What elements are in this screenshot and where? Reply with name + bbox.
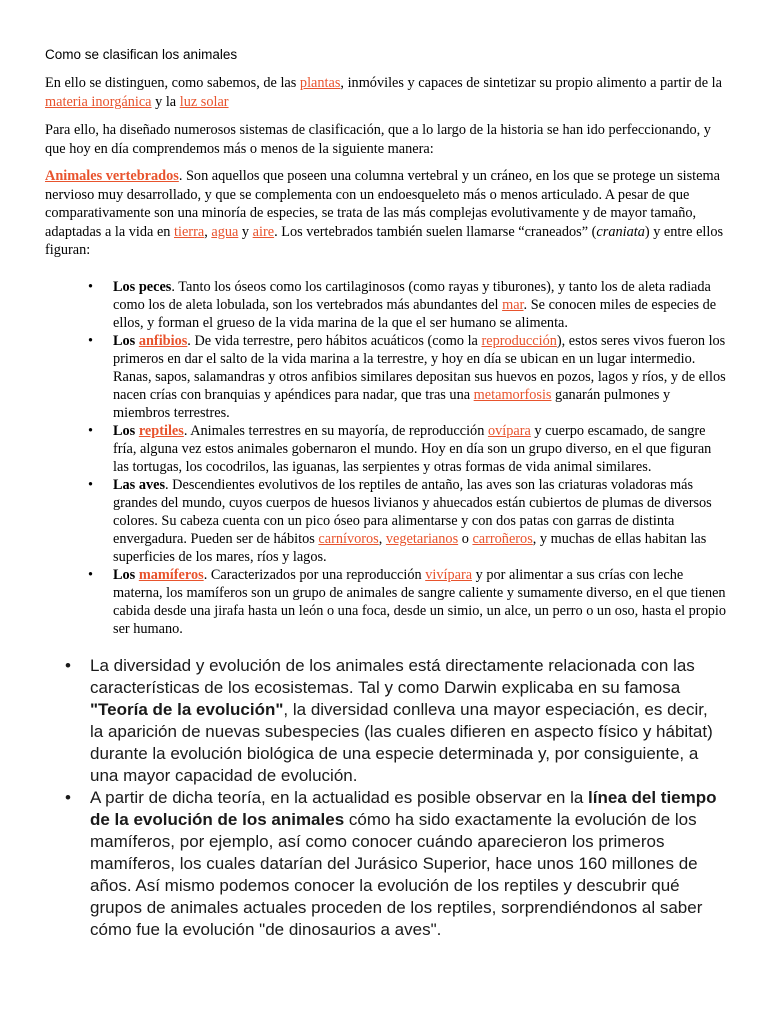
list-item-anfibios	[86, 332, 726, 422]
link-carnivoros[interactable]: carnívoros	[318, 531, 379, 547]
text-run: y por alimentar a sus crías con leche materna, los mamíferos son un grupo de animales de sangre caliente y sumamente diverso, en el que tienen cabida desde una jirafa hasta un león o una foca, desde un simio, un alce, un perro o un oso, hasta el propio ser humano.	[113, 567, 726, 637]
item-heading: Los	[113, 567, 139, 583]
link-ovipara[interactable]: ovípara	[487, 423, 531, 439]
link-materia-inorganica[interactable]: materia inorgánica	[45, 93, 152, 110]
evolution-list	[60, 655, 725, 941]
link-anfibios[interactable]: anfibios	[138, 333, 188, 349]
list-item-peces	[86, 278, 726, 332]
bullet-icon: •	[65, 788, 71, 807]
text-run: y	[238, 223, 253, 240]
item-heading: Los	[113, 423, 139, 439]
link-reptiles[interactable]: reptiles	[138, 423, 184, 439]
link-tierra[interactable]: tierra	[174, 223, 205, 240]
list-item-diversidad	[60, 655, 725, 787]
bold-term: "Teoría de la evolución"	[90, 700, 284, 719]
text-run: . Descendientes evolutivos de los reptiles de antaño, las aves son las criaturas voladoras más grandes del mundo, cuyos cuerpos de huesos livianos y ahuecados están cubiertos de plumas de diversos colores. Su cabeza cuenta con un pico óseo para alimentarse y con dos patas con garras de distinta envergadura. Pueden ser de hábitos	[113, 477, 712, 547]
text-run: , inmóviles y capaces de sintetizar su propio alimento a partir de la	[340, 75, 722, 91]
item-heading: Los peces	[113, 279, 172, 295]
text-run: ganarán pulmones y miembros terrestres.	[113, 387, 671, 421]
link-plantas[interactable]: plantas	[299, 75, 341, 91]
bullet-icon: •	[88, 567, 94, 583]
text-run: o	[458, 531, 473, 547]
vertebrate-groups-list	[86, 278, 726, 638]
italic-term: craniata	[596, 223, 645, 240]
list-item-aves	[86, 476, 726, 566]
text-run: . Animales terrestres en su mayoría, de reproducción	[183, 423, 488, 439]
list-item-mamiferos	[86, 566, 726, 638]
intro-paragraph	[45, 74, 725, 111]
text-run: . Son aquellos que poseen una columna vertebral y un cráneo, en los que se protege un sistema nervioso muy desarrollado, y que se complementa con un endoesqueleto más o menos articulado. A pesar de que comparativamente son una minoría de especies, se trata de las más complejas evolutivamente y de mayor tamaño, adaptadas a la vida en	[45, 168, 720, 240]
text-run: En ello se distinguen, como sabemos, de las	[45, 75, 300, 91]
vertebrates-paragraph	[45, 167, 727, 260]
text-run: y cuerpo escamado, de sangre fría, alguna vez estos animales gobernaron el mundo. Hoy en día son un grupo diverso, en el que figuran las tortugas, los cocodrilos, las iguanas, las serpientes y otras formas de vida animal similares.	[113, 423, 712, 475]
link-aire[interactable]: aire	[252, 223, 275, 240]
link-metamorfosis[interactable]: metamorfosis	[473, 387, 552, 403]
bold-term: línea del tiempo de la evolución de los animales	[90, 788, 717, 829]
item-heading: Los	[113, 333, 139, 349]
text-run: cómo ha sido exactamente la evolución de los mamíferos, por ejemplo, así como conocer cuándo aparecieron los primeros mamíferos, los cuales datarían del Jurásico Superior, hace unos 160 millones de años. Así mismo podemos conocer la evolución de los reptiles y descubrir qué grupos de animales actuales proceden de los reptiles, sorprendiéndonos al saber cómo fue la evolución "de dinosaurios a aves".	[90, 810, 703, 939]
link-luz-solar[interactable]: luz solar	[179, 93, 229, 110]
list-item-linea-del-tiempo	[60, 787, 725, 941]
link-vegetarianos[interactable]: vegetarianos	[385, 531, 459, 547]
text-run: ), estos seres vivos fueron los primeros en dar el salto de la vida marina a la terrestre, y hoy en día se ubican en un lugar intermedio. Ranas, sapos, salamandras y otros anfibios similares depositan sus huevos en pozos, lagos y ríos, y de ellos nacen crías con branquias y apéndices para nadar, que tras una	[113, 333, 726, 403]
link-vivipara[interactable]: vivípara	[425, 567, 473, 583]
link-mamiferos[interactable]: mamíferos	[138, 567, 204, 583]
link-mar[interactable]: mar	[502, 297, 524, 313]
link-agua[interactable]: agua	[211, 223, 239, 240]
text-run: . Caracterizados por una reproducción	[203, 567, 426, 583]
text-run: y la	[151, 93, 180, 110]
text-run: , y muchas de ellas habitan las superficies de los mares, ríos y lagos.	[113, 531, 707, 565]
bullet-icon: •	[88, 279, 94, 295]
text-run: . Tanto los óseos como los cartilaginosos (como rayas y tiburones), y tanto los de aleta radiada como los de aleta lobulada, son los vertebrados más abundantes del	[113, 279, 711, 313]
link-reproduccion[interactable]: reproducción	[481, 333, 557, 349]
bullet-icon: •	[65, 656, 71, 675]
text-run: A partir de dicha teoría, en la actualidad es posible observar en la	[90, 788, 589, 807]
bullet-icon: •	[88, 333, 94, 349]
bullet-icon: •	[88, 477, 94, 493]
text-run: ) y entre ellos figuran:	[45, 223, 724, 258]
link-carroneros[interactable]: carroñeros	[472, 531, 533, 547]
link-animales-vertebrados[interactable]: Animales vertebrados	[45, 168, 179, 184]
document-title: Como se clasifican los animales	[45, 47, 238, 62]
text-run: . Los vertebrados también suelen llamarse “craneados” (	[274, 223, 597, 240]
text-run: . De vida terrestre, pero hábitos acuáticos (como la	[187, 333, 482, 349]
list-item-reptiles	[86, 422, 726, 476]
text-run: ,	[204, 223, 212, 240]
item-heading: Las aves	[113, 477, 166, 493]
text-run: ,	[378, 531, 386, 547]
text-run: . Se conocen miles de especies de ellos, y forman el grueso de la vida marina de la que el ser humano se alimenta.	[113, 297, 717, 331]
bullet-icon: •	[88, 423, 94, 439]
text-run: , la diversidad conlleva una mayor especiación, es decir, la aparición de nuevas subespecies (las cuales difieren en aspecto físico y hábitat) durante la evolución biológica de una especie determinada y, por consiguiente, a una mayor capacidad de evolución.	[90, 700, 713, 785]
text-run: La diversidad y evolución de los animales está directamente relacionada con las características de los ecosistemas. Tal y como Darwin explicaba en su famosa	[90, 656, 695, 697]
classification-paragraph: Para ello, ha diseñado numerosos sistemas de clasificación, que a lo largo de la historia se han ido perfeccionando, y que hoy en día comprendemos más o menos de la siguiente manera:	[45, 122, 711, 157]
